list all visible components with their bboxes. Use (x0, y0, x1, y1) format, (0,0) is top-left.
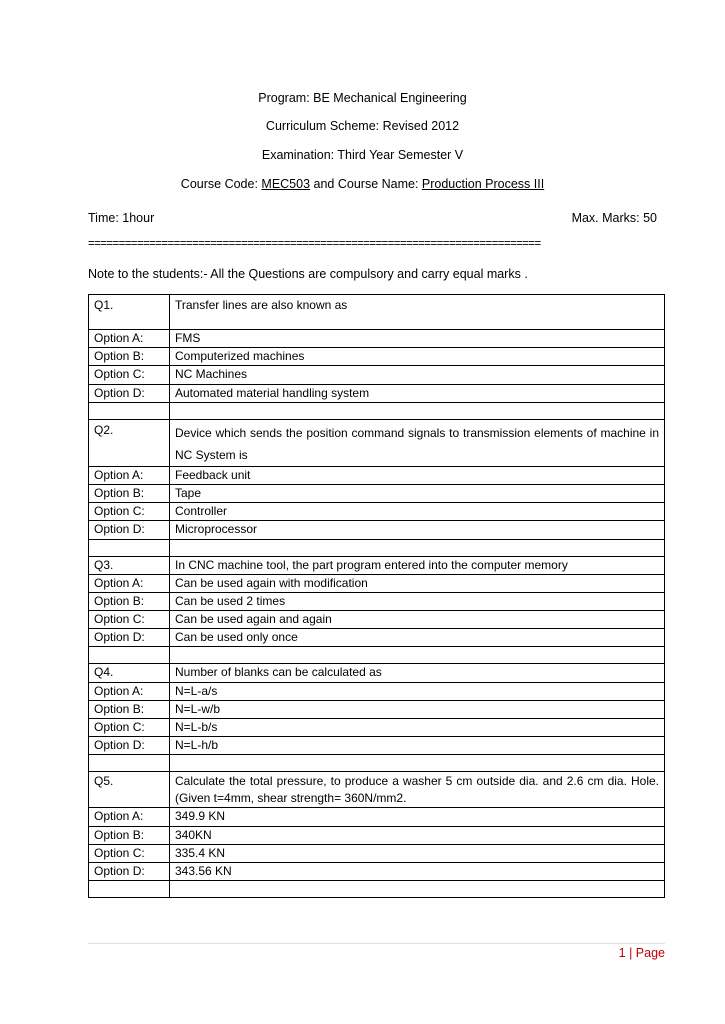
course-code-prefix: Course Code: (180, 177, 262, 191)
option-row (89, 826, 665, 844)
option-text: NC Machines (170, 366, 665, 384)
spacer-row (89, 402, 665, 419)
option-row (89, 844, 665, 862)
question-row (89, 664, 665, 682)
option-text: Can be used only once (170, 629, 665, 647)
question-text: Calculate the total pressure, to produce a washer 5 cm outside dia. and 2.6 cm dia. Hole.(Given t=4mm, shear strength= 360N/mm2. (170, 772, 665, 808)
option-label: Option B: (89, 484, 170, 502)
option-text: Can be used again and again (170, 611, 665, 629)
course-name-prefix: and Course Name: (310, 177, 422, 191)
scheme-line: Curriculum Scheme: Revised 2012 (265, 119, 460, 133)
question-number: Q5. (89, 772, 170, 808)
option-row (89, 330, 665, 348)
option-label: Option C: (89, 719, 170, 737)
time-label: Time: 1hour (88, 211, 155, 225)
option-text: FMS (170, 330, 665, 348)
option-label: Option D: (89, 521, 170, 539)
option-text: 340KN (170, 826, 665, 844)
option-row (89, 384, 665, 402)
question-text: Transfer lines are also known as (170, 295, 665, 330)
note-to-students: Note to the students:- All the Questions are compulsory and carry equal marks . (88, 267, 528, 281)
option-label: Option C: (89, 611, 170, 629)
option-text: Can be used 2 times (170, 592, 665, 610)
option-label: Option A: (89, 808, 170, 826)
question-text: Number of blanks can be calculated as (170, 664, 665, 682)
course-name: Production Process III (421, 177, 545, 191)
question-number: Q1. (89, 295, 170, 330)
option-text: N=L-a/s (170, 682, 665, 700)
option-row (89, 592, 665, 610)
program-line: Program: BE Mechanical Engineering (258, 91, 467, 105)
question-row (89, 556, 665, 574)
option-row (89, 503, 665, 521)
spacer-row (89, 647, 665, 664)
option-row (89, 808, 665, 826)
option-label: Option D: (89, 384, 170, 402)
option-text: N=L-h/b (170, 737, 665, 755)
option-row (89, 484, 665, 502)
question-number: Q2. (89, 419, 170, 466)
option-text: 343.56 KN (170, 862, 665, 880)
page-number: 1 (618, 946, 626, 960)
option-row (89, 348, 665, 366)
option-text: Computerized machines (170, 348, 665, 366)
question-number: Q3. (89, 556, 170, 574)
option-label: Option A: (89, 330, 170, 348)
option-text: N=L-w/b (170, 700, 665, 718)
question-text: In CNC machine tool, the part program entered into the computer memory (170, 556, 665, 574)
option-text: Microprocessor (170, 521, 665, 539)
footer-divider (88, 943, 665, 944)
question-row (89, 772, 665, 808)
option-row (89, 862, 665, 880)
option-text: 349.9 KN (170, 808, 665, 826)
option-text: Tape (170, 484, 665, 502)
separator-line: ========================================================================== (88, 238, 541, 250)
option-row (89, 574, 665, 592)
question-row (89, 419, 665, 466)
spacer-row (89, 539, 665, 556)
option-row (89, 466, 665, 484)
option-label: Option A: (89, 574, 170, 592)
option-text: Can be used again with modification (170, 574, 665, 592)
option-text: Controller (170, 503, 665, 521)
option-label: Option C: (89, 366, 170, 384)
option-label: Option C: (89, 844, 170, 862)
option-row (89, 366, 665, 384)
option-row (89, 682, 665, 700)
option-row (89, 700, 665, 718)
option-label: Option B: (89, 348, 170, 366)
option-label: Option D: (89, 629, 170, 647)
option-label: Option B: (89, 592, 170, 610)
option-text: Feedback unit (170, 466, 665, 484)
questions-table (88, 294, 665, 898)
option-label: Option B: (89, 700, 170, 718)
option-row (89, 611, 665, 629)
option-label: Option B: (89, 826, 170, 844)
spacer-row (89, 755, 665, 772)
course-code: MEC503 (261, 177, 311, 191)
option-label: Option D: (89, 737, 170, 755)
option-row (89, 719, 665, 737)
question-row (89, 295, 665, 330)
option-label: Option A: (89, 466, 170, 484)
option-row (89, 737, 665, 755)
max-marks-label: Max. Marks: 50 (571, 211, 657, 225)
page-label: | Page (625, 946, 665, 960)
option-label: Option C: (89, 503, 170, 521)
question-text: Device which sends the position command signals to transmission elements of machine in NC System is (170, 419, 665, 466)
option-text: N=L-b/s (170, 719, 665, 737)
page-footer (619, 946, 665, 960)
spacer-row (89, 881, 665, 898)
course-line (0, 176, 725, 192)
option-label: Option A: (89, 682, 170, 700)
exam-line: Examination: Third Year Semester V (261, 148, 464, 162)
option-text: 335.4 KN (170, 844, 665, 862)
question-number: Q4. (89, 664, 170, 682)
option-row (89, 521, 665, 539)
option-label: Option D: (89, 862, 170, 880)
option-text: Automated material handling system (170, 384, 665, 402)
option-row (89, 629, 665, 647)
